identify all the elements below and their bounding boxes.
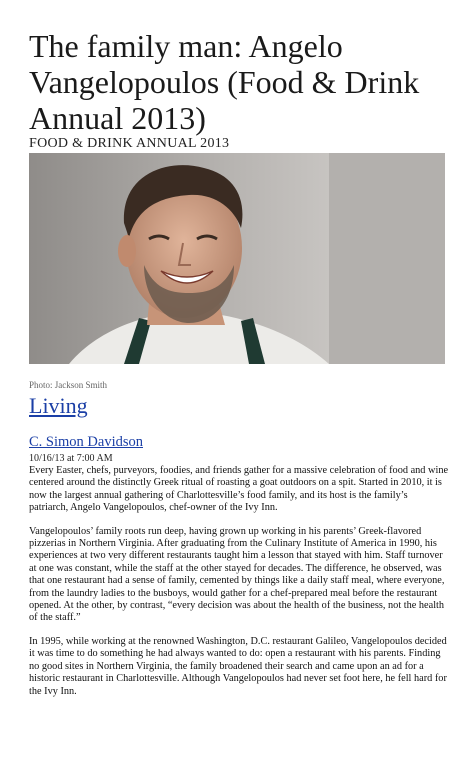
article-headline: The family man: Angelo Vangelopoulos (Food & Drink Annual 2013) — [29, 28, 420, 136]
article-paragraph: Vangelopoulos’ family roots run deep, having grown up working in his parents’ Greek-flavored pizzerias in Northern Virginia. After graduating from the Culinary Institute of America in 1990, his experiences at two very different restaurants taught him a lesson that stayed with him. Staff turnover at one was constant, while the staff at the other stayed for decades. The difference, he observed, was that one restaurant had a sense of family, cemented by things like a daily staff meal, where everyone, from the laundry ladies to the busboys, would gather for a chef-prepared meal before the restaurant opened. At the other, by contrast, “every decision was about the health of the business, not the health of the staff.” — [29, 525, 445, 624]
article-paragraph: Every Easter, chefs, purveyors, foodies, and friends gather for a massive celebration of food and wine centered around the distinctly Greek ritual of roasting a goat outdoors on a spit. Started in 2010, it is now the largest annual gathering of Charlottesville’s food family, and its host is the family’s patriarch, Angelo Vangelopoulos, chef-owner of the Ivy Inn. — [29, 465, 449, 514]
article-photo — [29, 153, 445, 364]
article-body — [29, 465, 449, 709]
author-link[interactable]: C. Simon Davidson — [29, 434, 143, 450]
category-link[interactable]: Living — [29, 393, 88, 418]
article-paragraph: In 1995, while working at the renowned Washington, D.C. restaurant Galileo, Vangelopoulos decided it was time to do something he had always wanted to do: open a restaurant with his parents. Finding no good sites in Northern Virginia, the family broadened their search and came upon an ad for a historic restaurant in Charlottesville. Although Vangelopoulos had never set foot here, he fell hard for the Ivy Inn. — [29, 635, 447, 697]
photo-credit: Photo: Jackson Smith — [29, 380, 108, 390]
section-kicker: FOOD & DRINK ANNUAL 2013 — [29, 136, 230, 151]
chef-portrait-image — [29, 153, 445, 364]
article-date: 10/16/13 at 7:00 AM — [29, 453, 113, 464]
